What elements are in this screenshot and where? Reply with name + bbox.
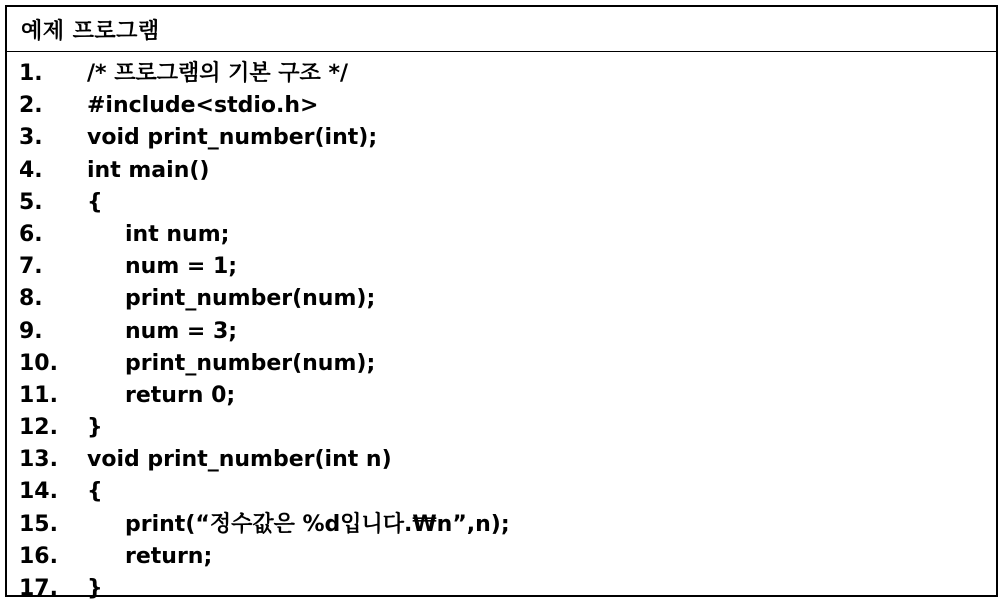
line-code: int num; xyxy=(125,221,230,247)
line-code: { xyxy=(87,479,103,505)
line-number: 12. xyxy=(19,415,58,441)
line-number: 9. xyxy=(19,318,43,344)
code-line xyxy=(7,283,996,315)
line-code: print_number(num); xyxy=(125,350,376,376)
code-line xyxy=(7,251,996,283)
code-line xyxy=(7,122,996,154)
code-listing xyxy=(7,52,996,605)
line-code: } xyxy=(87,576,103,601)
code-line xyxy=(7,380,996,412)
code-line xyxy=(7,58,996,90)
line-code: print(“정수값은 %d입니다.₩n”,n); xyxy=(125,511,510,537)
line-number: 4. xyxy=(19,157,43,183)
line-number: 14. xyxy=(19,479,58,505)
line-number: 7. xyxy=(19,254,43,280)
code-line xyxy=(7,476,996,508)
line-code: } xyxy=(87,415,103,441)
line-number: 8. xyxy=(19,286,43,312)
line-number: 6. xyxy=(19,221,43,247)
line-number: 2. xyxy=(19,93,43,119)
code-line xyxy=(7,509,996,541)
code-line xyxy=(7,90,996,122)
line-number: 10. xyxy=(19,350,58,376)
line-number: 5. xyxy=(19,189,43,215)
line-code: void print_number(int); xyxy=(87,125,378,151)
line-code: /* 프로그램의 기본 구조 */ xyxy=(87,61,348,86)
line-code: print_number(num); xyxy=(125,286,376,312)
line-number: 15. xyxy=(19,511,58,537)
line-number: 13. xyxy=(19,447,58,473)
code-line xyxy=(7,155,996,187)
code-line xyxy=(7,541,996,573)
code-line xyxy=(7,412,996,444)
line-code: num = 1; xyxy=(125,254,238,280)
code-line xyxy=(7,187,996,219)
line-number: 17. xyxy=(19,576,58,601)
line-number: 16. xyxy=(19,543,58,569)
line-number: 3. xyxy=(19,125,43,151)
line-code: int main() xyxy=(87,157,210,183)
program-title: 예제 프로그램 xyxy=(7,7,996,52)
code-line xyxy=(7,573,996,605)
program-box xyxy=(5,5,998,601)
code-line xyxy=(7,219,996,251)
line-code: void print_number(int n) xyxy=(87,447,392,473)
code-line xyxy=(7,348,996,380)
code-line xyxy=(7,316,996,348)
line-number: 11. xyxy=(19,382,58,408)
line-code: #include<stdio.h> xyxy=(87,93,319,119)
line-number: 1. xyxy=(19,61,43,86)
code-line xyxy=(7,444,996,476)
line-code: { xyxy=(87,189,103,215)
line-code: return; xyxy=(125,543,213,569)
line-code: return 0; xyxy=(125,382,236,408)
line-code: num = 3; xyxy=(125,318,238,344)
